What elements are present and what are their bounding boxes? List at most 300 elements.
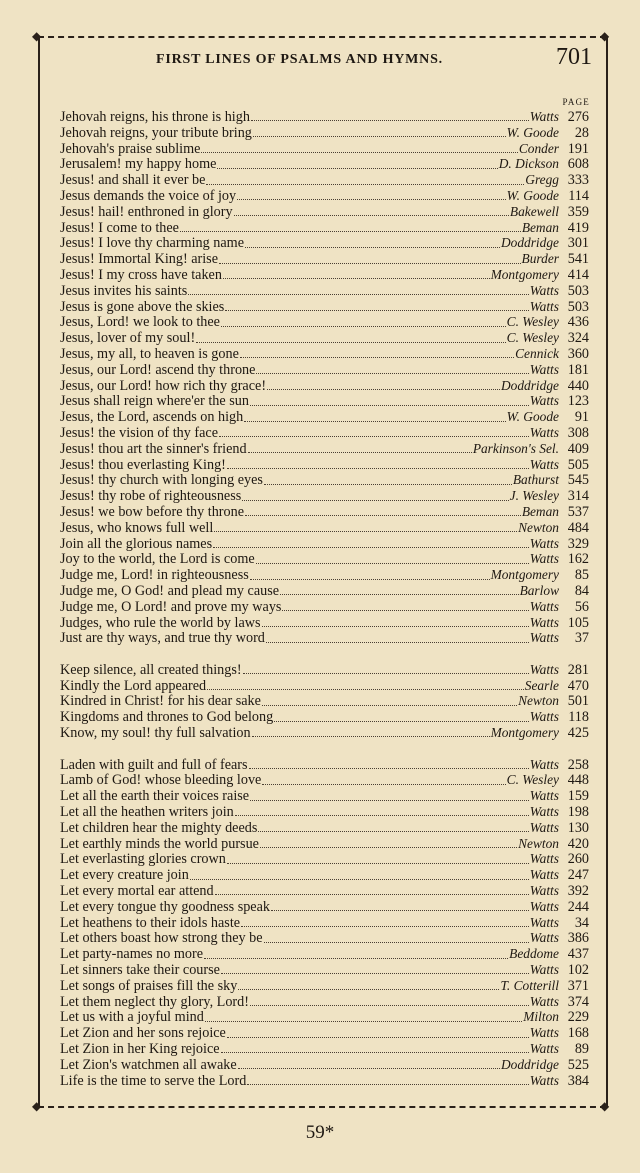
entry-author: Watts — [529, 535, 559, 551]
leader-dots — [247, 1084, 528, 1085]
index-entry — [60, 141, 589, 157]
index-entry — [60, 156, 589, 172]
entry-author: J. Wesley — [509, 488, 559, 504]
entry-page: 258 — [567, 756, 589, 773]
entry-author: Watts — [529, 109, 559, 124]
first-lines-index — [60, 109, 589, 1088]
entry-author: Doddridge — [500, 377, 559, 393]
leader-dots — [221, 326, 506, 327]
entry-first-line: Judge me, O God! and plead my cause — [60, 582, 280, 599]
entry-page: 448 — [567, 772, 589, 789]
index-entry — [60, 757, 589, 773]
entry-first-line: Let songs of praises fill the sky — [60, 977, 238, 994]
index-entry — [60, 299, 589, 315]
leader-dots — [262, 784, 505, 785]
leader-dots — [250, 405, 529, 406]
entry-first-line: Jesus demands the voice of joy — [60, 187, 237, 204]
entry-page: 198 — [567, 804, 589, 821]
entry-author: Watts — [529, 709, 559, 725]
index-entry — [60, 536, 589, 552]
entry-author: Newton — [518, 519, 559, 535]
leader-dots — [237, 199, 506, 200]
entry-author: Bakewell — [509, 203, 559, 219]
leader-dots — [253, 136, 506, 137]
leader-dots — [235, 815, 529, 816]
leader-dots — [241, 926, 529, 927]
index-entry — [60, 409, 589, 425]
entry-author: Watts — [529, 867, 559, 883]
leader-dots — [221, 1052, 529, 1053]
entry-author: Watts — [529, 456, 559, 472]
entry-page: 118 — [568, 709, 589, 726]
border-top-rule — [38, 36, 606, 38]
running-head: FIRST LINES OF PSALMS AND HYMNS. — [156, 52, 443, 67]
leader-dots — [260, 847, 517, 848]
entry-author: W. Goode — [506, 409, 559, 425]
index-entry — [60, 725, 589, 741]
index-entry — [60, 836, 589, 852]
entry-page: 359 — [567, 203, 589, 220]
entry-author: Barlow — [519, 582, 559, 598]
page-header — [60, 44, 592, 80]
entry-first-line: Let earthly minds the world pursue — [60, 835, 259, 852]
index-entry — [60, 362, 589, 378]
index-entry — [60, 978, 589, 994]
entry-first-line: Kindly the Lord appeared — [60, 677, 207, 694]
leader-dots — [266, 642, 529, 643]
leader-dots — [207, 689, 524, 690]
index-entry — [60, 125, 589, 141]
entry-first-line: Let Zion and her sons rejoice — [60, 1025, 226, 1042]
leader-dots — [219, 263, 521, 264]
leader-dots — [221, 973, 529, 974]
entry-first-line: Jesus shall reign where'er the sun — [60, 393, 249, 410]
entry-first-line: Let us with a joyful mind — [60, 1009, 204, 1026]
entry-page: 371 — [567, 977, 589, 994]
index-entry — [60, 472, 589, 488]
entry-first-line: Life is the time to serve the Lord — [60, 1072, 247, 1089]
leader-dots — [190, 879, 529, 880]
entry-author: Milton — [523, 1009, 559, 1025]
entry-first-line: Judge me, Lord! in righteousness — [60, 567, 249, 584]
entry-first-line: Kindred in Christ! for his dear sake — [60, 693, 261, 710]
entry-author: Gregg — [525, 172, 559, 188]
index-entry — [60, 109, 589, 125]
index-entry — [60, 314, 589, 330]
entry-first-line: Jesus! thy church with longing eyes — [60, 472, 263, 489]
index-entry — [60, 346, 589, 362]
index-entry — [60, 567, 589, 583]
index-entry — [60, 583, 589, 599]
index-entry — [60, 804, 589, 820]
entry-author: Watts — [529, 598, 559, 614]
entry-first-line: Just are thy ways, and true thy word — [60, 630, 265, 647]
leader-dots — [264, 942, 529, 943]
entry-first-line: Keep silence, all created things! — [60, 661, 242, 678]
leader-dots — [250, 579, 490, 580]
entry-page: 537 — [567, 503, 589, 520]
entry-first-line: Let all the earth their voices raise — [60, 788, 250, 805]
entry-author: Cennick — [515, 345, 559, 361]
index-entry — [60, 946, 589, 962]
index-entry — [60, 488, 589, 504]
index-entry — [60, 662, 589, 678]
index-entry — [60, 962, 589, 978]
entry-first-line: Jesus! thou art the sinner's friend — [60, 440, 247, 457]
entry-page: 130 — [567, 819, 589, 836]
entry-author: Montgomery — [490, 266, 559, 282]
entry-author: Beddome — [509, 946, 559, 962]
index-entry — [60, 788, 589, 804]
index-entry — [60, 867, 589, 883]
leader-dots — [217, 168, 497, 169]
index-entry — [60, 1057, 589, 1073]
entry-page: 168 — [567, 1025, 589, 1042]
page-column-label: PAGE — [562, 97, 590, 107]
entry-first-line: Let party-names no more — [60, 946, 204, 963]
entry-author: Beman — [521, 219, 559, 235]
entry-first-line: Know, my soul! thy full salvation — [60, 725, 251, 742]
corner-ornament-icon: ◆ — [32, 1099, 42, 1113]
entry-first-line: Jesus! the vision of thy face — [60, 424, 218, 441]
entry-author: Beman — [521, 503, 559, 519]
leader-dots — [262, 626, 529, 627]
entry-page: 56 — [574, 598, 589, 615]
entry-page: 503 — [567, 282, 589, 299]
leader-dots — [238, 1068, 500, 1069]
entry-page: 247 — [567, 867, 589, 884]
entry-author: Watts — [529, 393, 559, 409]
entry-first-line: Let Zion in her King rejoice — [60, 1041, 220, 1058]
entry-first-line: Jesus! hail! enthroned in glory — [60, 203, 233, 220]
leader-dots — [215, 894, 529, 895]
entry-author: Doddridge — [500, 1056, 559, 1072]
entry-first-line: Let all the heathen writers join — [60, 804, 234, 821]
leader-dots — [227, 1037, 529, 1038]
leader-dots — [188, 294, 528, 295]
entry-page: 260 — [567, 851, 589, 868]
entry-first-line: Jesus, lover of my soul! — [60, 330, 196, 347]
entry-author: Watts — [529, 756, 559, 772]
entry-author: Searle — [524, 677, 559, 693]
leader-dots — [240, 357, 514, 358]
entry-first-line: Jesus! we bow before thy throne — [60, 503, 244, 520]
leader-dots — [274, 721, 529, 722]
leader-dots — [223, 278, 490, 279]
leader-dots — [256, 563, 529, 564]
leader-dots — [234, 215, 509, 216]
entry-page: 181 — [567, 361, 589, 378]
leader-dots — [243, 673, 529, 674]
entry-first-line: Jesus! I my cross have taken — [60, 266, 222, 283]
leader-dots — [227, 468, 529, 469]
entry-author: Bathurst — [512, 472, 559, 488]
entry-first-line: Laden with guilt and full of fears — [60, 756, 248, 773]
entry-page: 360 — [567, 345, 589, 362]
leader-dots — [250, 800, 529, 801]
border-left-rule — [38, 36, 40, 1106]
entry-author: T. Cotterill — [500, 977, 559, 993]
entry-page: 392 — [567, 883, 589, 900]
entry-page: 437 — [567, 946, 589, 963]
entry-page: 484 — [567, 519, 589, 536]
entry-author: Watts — [529, 630, 559, 646]
entry-page: 525 — [567, 1056, 589, 1073]
entry-author: Watts — [529, 788, 559, 804]
entry-page: 159 — [567, 788, 589, 805]
index-entry — [60, 630, 589, 646]
index-entry — [60, 883, 589, 899]
entry-author: Watts — [529, 1041, 559, 1057]
entry-first-line: Jesus! I come to thee — [60, 219, 179, 236]
entry-author: W. Goode — [506, 187, 559, 203]
entry-first-line: Let every mortal ear attend — [60, 883, 214, 900]
entry-author: Watts — [529, 914, 559, 930]
entry-first-line: Jesus is gone above the skies — [60, 298, 225, 315]
entry-page: 386 — [567, 930, 589, 947]
entry-first-line: Let every tongue thy goodness speak — [60, 898, 270, 915]
entry-page: 308 — [567, 424, 589, 441]
index-entry — [60, 930, 589, 946]
entry-page: 301 — [567, 235, 589, 252]
entry-page: 281 — [567, 661, 589, 678]
entry-page: 114 — [568, 187, 589, 204]
leader-dots — [271, 910, 529, 911]
leader-dots — [245, 515, 521, 516]
leader-dots — [227, 863, 529, 864]
entry-author: Montgomery — [490, 567, 559, 583]
entry-page: 545 — [567, 472, 589, 489]
entry-author: Watts — [529, 661, 559, 677]
entry-first-line: Jesus! I love thy charming name — [60, 235, 244, 252]
entry-first-line: Jehovah reigns, his throne is high — [60, 109, 250, 125]
entry-page: 419 — [567, 219, 589, 236]
leader-dots — [238, 989, 499, 990]
corner-ornament-icon: ◆ — [600, 1099, 610, 1113]
entry-page: 505 — [567, 456, 589, 473]
entry-page: 440 — [567, 377, 589, 394]
entry-page: 244 — [567, 898, 589, 915]
entry-first-line: Jesus, Lord! we look to thee — [60, 314, 220, 331]
leader-dots — [205, 1021, 522, 1022]
entry-page: 420 — [567, 835, 589, 852]
signature-mark: 59* — [305, 1122, 335, 1143]
entry-page: 501 — [567, 693, 589, 710]
border-right-rule — [606, 36, 608, 1106]
entry-page: 276 — [567, 109, 589, 125]
entry-first-line: Jesus! and shall it ever be — [60, 172, 206, 189]
entry-first-line: Let them neglect thy glory, Lord! — [60, 993, 249, 1010]
leader-dots — [262, 705, 517, 706]
entry-author: Watts — [529, 883, 559, 899]
entry-page: 608 — [567, 156, 589, 173]
entry-page: 329 — [567, 535, 589, 552]
leader-dots — [251, 120, 529, 121]
entry-page: 105 — [567, 614, 589, 631]
entry-author: Watts — [529, 298, 559, 314]
entry-page: 102 — [567, 962, 589, 979]
index-entry — [60, 441, 589, 457]
entry-first-line: Jesus, my all, to heaven is gone — [60, 345, 239, 362]
group-separator — [60, 646, 589, 662]
entry-first-line: Let everlasting glories crown — [60, 851, 226, 868]
leader-dots — [280, 594, 519, 595]
entry-page: 314 — [567, 488, 589, 505]
entry-first-line: Judges, who rule the world by laws — [60, 614, 261, 631]
entry-first-line: Joy to the world, the Lord is come — [60, 551, 255, 568]
index-entry — [60, 251, 589, 267]
entry-author: D. Dickson — [498, 156, 559, 172]
index-entry — [60, 235, 589, 251]
entry-page: 436 — [567, 314, 589, 331]
entry-first-line: Let every creature join — [60, 867, 189, 884]
index-entry — [60, 899, 589, 915]
entry-author: Watts — [529, 962, 559, 978]
leader-dots — [256, 373, 528, 374]
entry-author: Doddridge — [500, 235, 559, 251]
border-bottom-rule — [38, 1106, 606, 1108]
entry-author: C. Wesley — [506, 772, 559, 788]
entry-page: 229 — [567, 1009, 589, 1026]
entry-author: Watts — [529, 614, 559, 630]
entry-first-line: Jehovah reigns, your tribute bring — [60, 124, 252, 141]
index-entry — [60, 504, 589, 520]
entry-author: Watts — [529, 551, 559, 567]
leader-dots — [225, 310, 528, 311]
corner-ornament-icon: ◆ — [600, 29, 610, 43]
entry-author: Watts — [529, 1072, 559, 1088]
index-entry — [60, 283, 589, 299]
index-entry — [60, 551, 589, 567]
entry-page: 324 — [567, 330, 589, 347]
leader-dots — [196, 342, 506, 343]
index-entry — [60, 994, 589, 1010]
index-entry — [60, 378, 589, 394]
entry-author: W. Goode — [506, 124, 559, 140]
leader-dots — [180, 231, 521, 232]
entry-page: 470 — [567, 677, 589, 694]
entry-first-line: Jesus! thy robe of righteousness — [60, 488, 242, 505]
leader-dots — [219, 436, 529, 437]
index-entry — [60, 267, 589, 283]
entry-page: 84 — [574, 582, 589, 599]
entry-page: 541 — [567, 251, 589, 268]
entry-author: Montgomery — [490, 725, 559, 741]
entry-first-line: Jesus, the Lord, ascends on high — [60, 409, 244, 426]
index-entry — [60, 188, 589, 204]
index-entry — [60, 220, 589, 236]
leader-dots — [214, 531, 517, 532]
leader-dots — [204, 958, 508, 959]
index-entry — [60, 820, 589, 836]
entry-author: Watts — [529, 282, 559, 298]
leader-dots — [248, 452, 472, 453]
index-entry — [60, 172, 589, 188]
index-entry — [60, 1009, 589, 1025]
entry-first-line: Jesus, who knows full well — [60, 519, 214, 536]
entry-first-line: Let sinners take their course — [60, 962, 220, 979]
leader-dots — [258, 831, 528, 832]
index-entry — [60, 330, 589, 346]
entry-page: 34 — [574, 914, 589, 931]
entry-page: 503 — [567, 298, 589, 315]
entry-author: Watts — [529, 804, 559, 820]
page-number: 701 — [556, 44, 592, 70]
index-entry — [60, 615, 589, 631]
entry-page: 409 — [567, 440, 589, 457]
entry-author: Watts — [529, 361, 559, 377]
entry-author: Watts — [529, 424, 559, 440]
index-entry — [60, 393, 589, 409]
entry-page: 37 — [574, 630, 589, 647]
leader-dots — [245, 247, 500, 248]
entry-first-line: Jerusalem! my happy home — [60, 156, 217, 173]
index-entry — [60, 772, 589, 788]
entry-author: Watts — [529, 851, 559, 867]
entry-author: Newton — [518, 693, 559, 709]
entry-first-line: Let Zion's watchmen all awake — [60, 1056, 237, 1073]
entry-page: 191 — [567, 140, 589, 157]
index-entry — [60, 693, 589, 709]
leader-dots — [242, 500, 508, 501]
corner-ornament-icon: ◆ — [32, 29, 42, 43]
entry-first-line: Join all the glorious names — [60, 535, 213, 552]
leader-dots — [244, 421, 505, 422]
entry-author: C. Wesley — [506, 314, 559, 330]
entry-page: 414 — [567, 266, 589, 283]
entry-first-line: Jesus, our Lord! ascend thy throne — [60, 361, 256, 378]
leader-dots — [252, 736, 490, 737]
index-entry — [60, 678, 589, 694]
entry-first-line: Let others boast how strong they be — [60, 930, 263, 947]
leader-dots — [249, 768, 529, 769]
leader-dots — [201, 152, 517, 153]
index-entry — [60, 457, 589, 473]
entry-first-line: Lamb of God! whose bleeding love — [60, 772, 262, 789]
entry-page: 384 — [567, 1072, 589, 1089]
leader-dots — [250, 1005, 529, 1006]
entry-page: 85 — [574, 567, 589, 584]
leader-dots — [267, 389, 500, 390]
entry-author: Watts — [529, 898, 559, 914]
entry-author: Watts — [529, 930, 559, 946]
index-entry — [60, 1041, 589, 1057]
entry-first-line: Jehovah's praise sublime — [60, 140, 201, 157]
entry-author: Newton — [518, 835, 559, 851]
entry-page: 425 — [567, 725, 589, 742]
entry-first-line: Let children hear the mighty deeds — [60, 819, 258, 836]
entry-first-line: Kingdoms and thrones to God belong — [60, 709, 274, 726]
leader-dots — [213, 547, 529, 548]
entry-page: 89 — [574, 1041, 589, 1058]
leader-dots — [206, 184, 524, 185]
leader-dots — [282, 610, 528, 611]
entry-author: Burder — [521, 251, 559, 267]
entry-first-line: Judge me, O Lord! and prove my ways — [60, 598, 282, 615]
entry-author: Conder — [518, 140, 559, 156]
entry-first-line: Let heathens to their idols haste — [60, 914, 241, 931]
group-separator — [60, 741, 589, 757]
entry-author: C. Wesley — [506, 330, 559, 346]
entry-author: Watts — [529, 819, 559, 835]
index-entry — [60, 599, 589, 615]
index-entry — [60, 709, 589, 725]
index-entry — [60, 520, 589, 536]
entry-author: Watts — [529, 1025, 559, 1041]
entry-page: 333 — [567, 172, 589, 189]
entry-page: 28 — [574, 124, 589, 141]
index-entry — [60, 425, 589, 441]
